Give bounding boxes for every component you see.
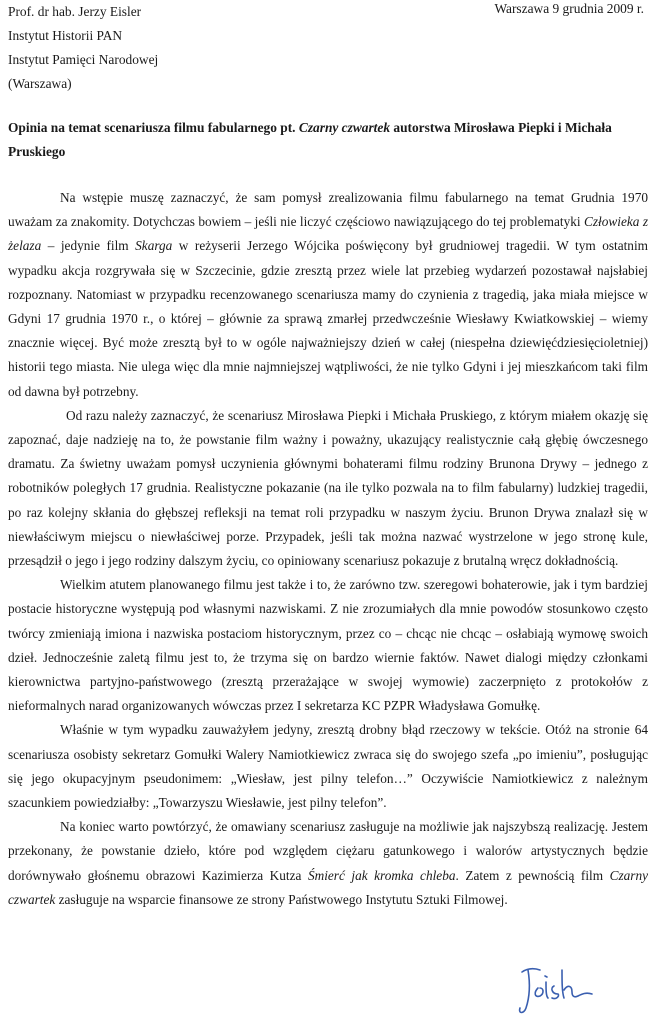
title-part-1: Opinia na temat scenariusza filmu fabularnego pt. — [8, 120, 299, 135]
sender-block — [8, 0, 158, 96]
title-part-2: autorstwa Mirosława Piepki i Michała Pruskiego — [8, 120, 612, 159]
p1-text-2: – jedynie film — [41, 238, 136, 254]
affiliation-2: Instytut Pamięci Narodowej — [8, 52, 159, 67]
paragraph-4: Właśnie w tym wypadku zauważyłem jedyny, zresztą drobny błąd rzeczowy w tekście. Otóż na stronie 64 scenariusza osobisty sekretarz Gomułki Walery Namiotkiewicz zwraca się do swojego szefa „po imieniu”, posługując się jego okupacyjnym pseudonimem: „Wiesław, jest pilny telefon…” Oczywiście Namiotkiewicz z należnym szacunkiem powiedziałby: „Towarzyszu Wiesławie, jest pilny telefon”. — [8, 722, 648, 811]
p1-film-title-1: Człowieka z żelaza — [8, 214, 648, 254]
letter-body — [8, 186, 648, 912]
paragraph-3: Wielkim atutem planowanego filmu jest także i to, że zarówno tzw. szeregowi bohaterowie, jak i tym bardziej postacie historyczne występują pod własnymi nazwiskami. Z nie zrozumiałych dla mnie powodów stosunkowo często twórcy zmieniają imiona i nazwiska postaciom historycznym, przez co – chcąc nie chcąc – osłabiają wymowę swoich dzieł. Jednocześnie zaletą filmu jest to, że trzyma się on bardzo wiernie faktów. Nawet dialogi między członkami kierownictwa partyjno-państwowego (zresztą przerażające w swojej wymowie) zaczerpnięto z protokołów z nieformalnych narad organizowanych wówczas przez I sekretarza KC PZPR Władysława Gomułkę. — [8, 577, 648, 714]
p1-text-1: Na wstępie muszę zaznaczyć, że sam pomysł zrealizowania filmu fabularnego na temat Grudnia 1970 uważam za znakomity. Dotychczas bowiem – jeśli nie liczyć częściowo nawiązującego do tej problematyki — [8, 190, 648, 230]
paragraph-2: Od razu należy zaznaczyć, że scenariusz Mirosława Piepki i Michała Pruskiego, z którym miałem okazję się zapoznać, daje nadzieję na to, że powstanie film ważny i poważny, ukazujący realistycznie całą głębię ówczesnego dramatu. Za świetny uważam pomysł uczynienia głównymi bohaterami filmu rodziny Brunona Drywy – jednego z robotników poległych 17 grudnia. Realistyczne pokazanie (na ile tylko pozwala na to film fabularny) ludzkiej tragedii, po raz kolejny skłania do głębszej refleksji na temat roli przypadku w naszym życiu. Brunon Drywa znalazł się w niewłaściwym miejscu o niewłaściwej porze. Przypadek, jeśli tak można nazwać wystrzelone w jego stronę kule, przesądził o jego i jego rodziny dalszym życiu, co opiniowany scenariusz pokazuje z brutalną wręcz dokładnością. — [8, 407, 648, 569]
p5-text-2: . Zatem z pewnością film — [455, 867, 610, 883]
affiliation-1: Instytut Historii PAN — [8, 28, 123, 43]
city: (Warszawa) — [8, 76, 72, 91]
paragraph-1 — [8, 186, 648, 404]
p1-film-title-2: Skarga — [135, 238, 173, 254]
paragraph-5 — [8, 815, 648, 912]
author-name: Prof. dr hab. Jerzy Eisler — [8, 4, 142, 19]
handwritten-signature — [514, 958, 594, 1022]
title-film-name: Czarny czwartek — [298, 120, 391, 135]
letter-date: Warszawa 9 grudnia 2009 r. — [494, 1, 644, 16]
p5-text-3: zasługuje na wsparcie finansowe ze strony Państwowego Instytutu Sztuki Filmowej. — [55, 891, 508, 907]
p5-film-title-2: Czarny czwartek — [8, 867, 648, 907]
p5-text-1: Na koniec warto powtórzyć, że omawiany scenariusz zasługuje na możliwie jak najszybszą realizację. Jestem przekonany, że powstanie dzieło, które pod względem ciężaru gatunkowego i walorów artystycznych będzie dorównywało głośnemu obrazowi Kazimierza Kutza — [8, 819, 648, 883]
p5-film-title-1: Śmierć jak kromka chleba — [307, 867, 456, 883]
document-title — [8, 116, 648, 164]
p1-text-3: w reżyserii Jerzego Wójcika poświęcony był grudniowej tragedii. W tym ostatnim wypadku akcja rozgrywała się w Szczecinie, gdzie zresztą przez wiele lat przebieg wydarzeń pozostawał najsłabiej rozpoznany. Natomiast w przypadku recenzowanego scenariusza mamy do czynienia z tragedią, jaka miała miejsce w Gdyni 17 grudnia 1970 r., o której – głównie za sprawą zmarłej przedwcześnie Wiesławy Kwiatkowskiej – wiemy znacznie więcej. Być może zresztą był to w ogóle najważniejszy dzień w całej (niespełna dziewięćdziesięcioletniej) historii tego miasta. Nie ulega więc dla mnie najmniejszej wątpliwości, że nie tylko Gdyni i jej mieszkańcom taki film od dawna był potrzebny. — [8, 238, 648, 399]
